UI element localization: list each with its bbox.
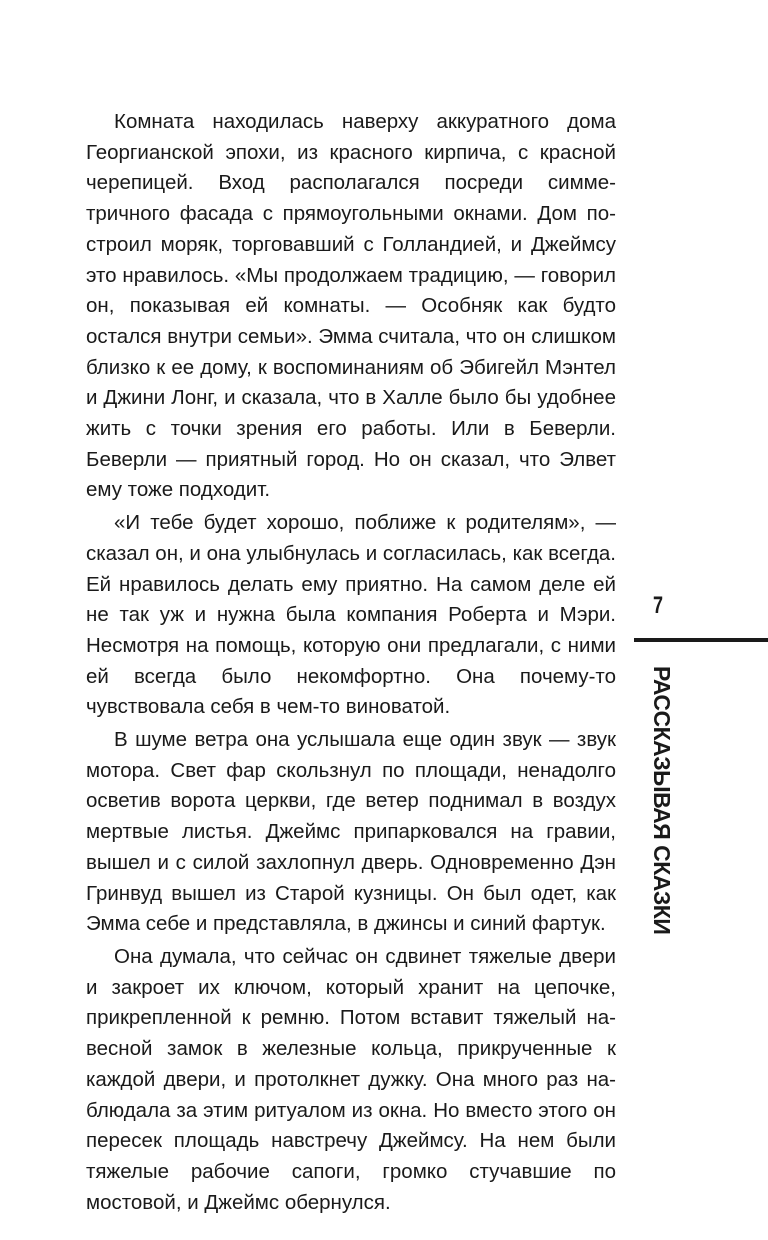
page-number: 7 <box>653 592 664 619</box>
running-head: РАССКАЗЫВАЯ СКАЗКИ <box>649 666 675 935</box>
paragraph-4: Она думала, что сейчас он сдвинет тяжелые двери и закроет их ключом, который хранит на цепочке, прикрепленной к ремню. Потом вставит тяжелый навесной замок в железные кольца, прикрученные к каждой двери, и протолкнет дужку. Она много раз наблюдала за этим ритуалом из окна. Но вместо этого он пересек площадь навстречу Джеймсу. На нем были тяжелые рабочие сапоги, громко стучавшие по мостовой, и Джеймс обернулся. <box>86 944 616 1214</box>
paragraph-1: Комната находилась наверху аккуратного дома Георгианской эпохи, из красного кирпича, с красной черепицей. Вход располагался посреди симметричного фасада с прямоугольными окнами. Дом построил моряк, торговавший с Голландией, и Джеймсу это нравилось. «Мы продолжаем традицию, — говорил он, показывая ей комнаты. — Особняк как будто остался внутри семьи». Эмма считала, что он слишком близко к ее дому, к воспоминаниям об Эбигейл Мэнтел и Джини Лонг, и сказала, что в Халле было бы удобнее жить с точки зрения его работы. Или в Беверли. Беверли — приятный город. Но он сказал, что Элвет ему тоже подходит. <box>86 110 616 502</box>
paragraph-2: «И тебе будет хорошо, поближе к родителям», — сказал он, и она улыбнулась и согласилась, как всегда. Ей нравилось делать ему приятно. На самом деле ей не так уж и нужна была компания Роберта и Мэри. Несмотря на помощь, которую они предлагали, с ними ей всегда было некомфортно. Она почему-то чувствовала себя в чем-то виноватой. <box>86 511 616 719</box>
body-text <box>86 107 616 1220</box>
margin-rule <box>634 638 768 642</box>
paragraph-3: В шуме ветра она услышала еще один звук — звук мотора. Свет фар скользнул по площади, ненадолго осветив ворота церкви, где ветер поднимал в воздух мертвые листья. Джеймс припарковался на гравии, вышел и с силой захлопнул дверь. Одновременно Дэн Гринвуд вышел из Старой кузницы. Он был одет, как Эмма себе и представляла, в джинсы и синий фартук. <box>86 728 616 936</box>
